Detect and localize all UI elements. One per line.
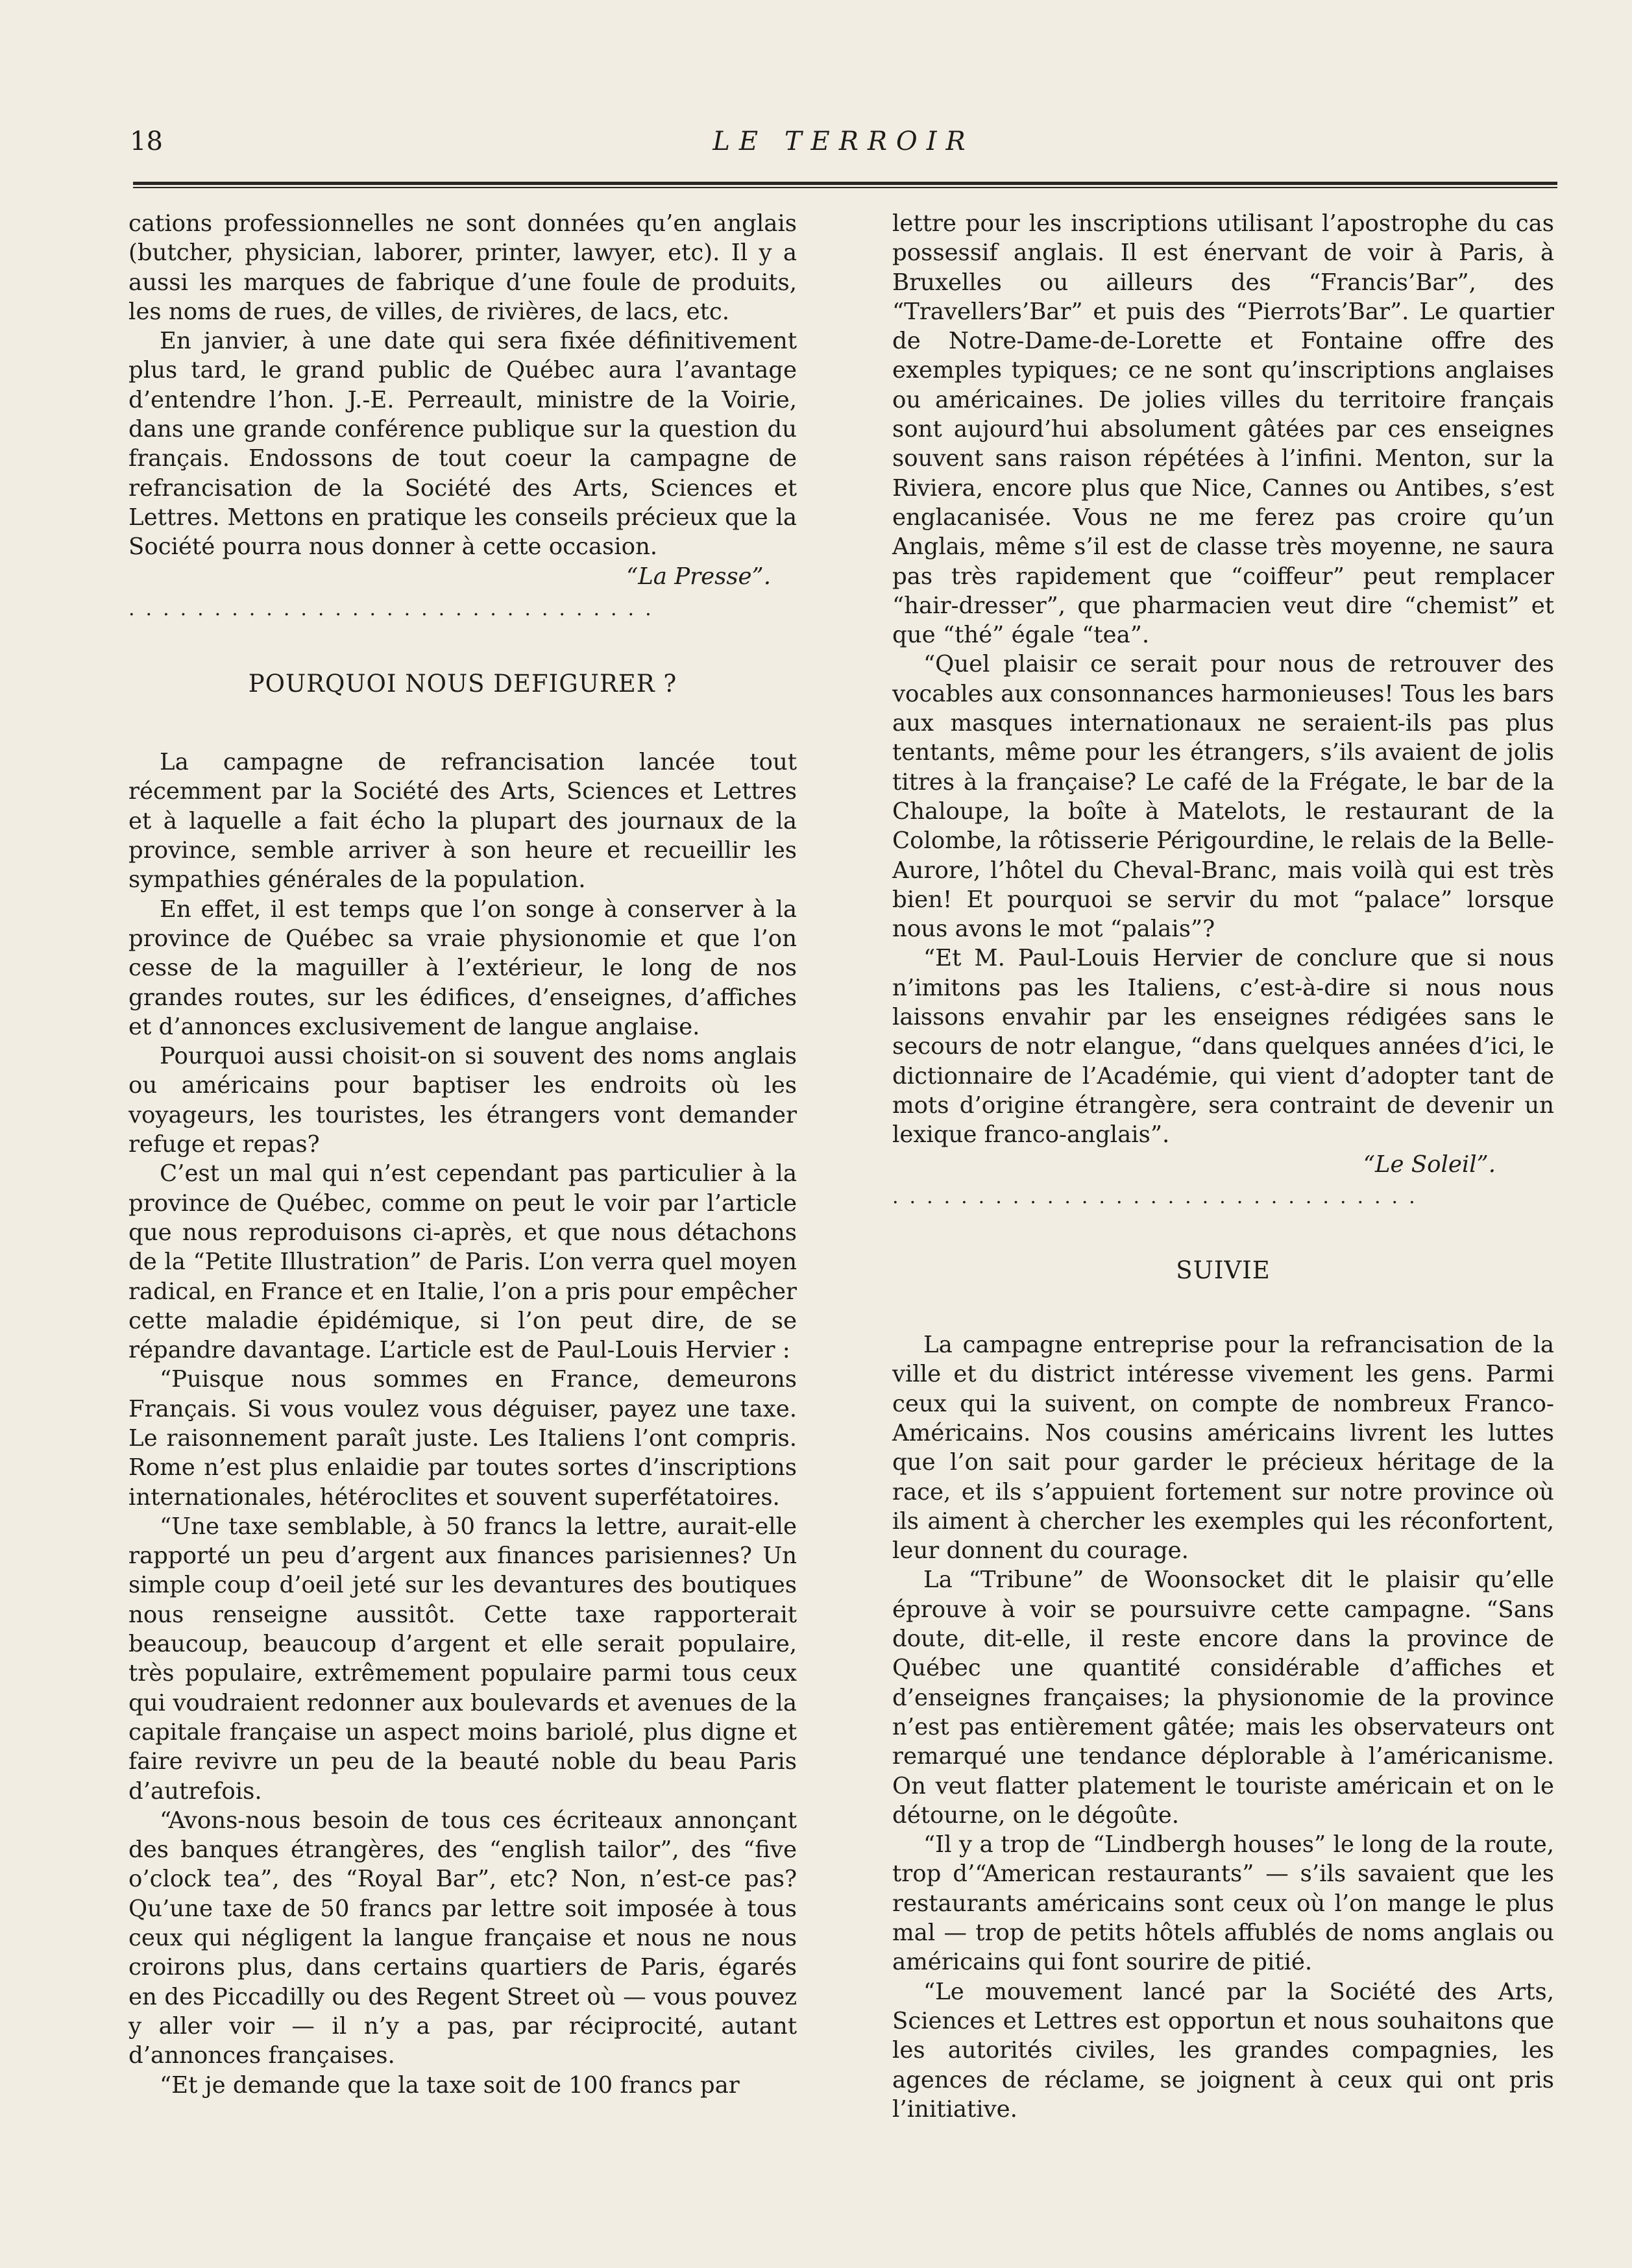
paragraph: “Quel plaisir ce serait pour nous de retrouver des vocables aux consonnances harmonieuses! Tous les bars aux masques internationaux ne seraient-ils pas plus tentants, même pour les étrangers, s’ils avaient de jolis titres à la française? Le café de la Frégate, le bar de la Chaloupe, la boîte à Matelots, le restaurant de la Colombe, la rôtisserie Périgourdine, le relais de la Belle-Aurore, l’hôtel du Cheval-Branc, mais voilà qui est très bien! Et pourquoi se servir du mot “palace” lorsque nous avons le mot “palais”? [892,651,1554,943]
paragraph: “Puisque nous sommes en France, demeurons Français. Si vous voulez vous déguiser, payez une taxe. Le raisonnement paraît juste. Les Italiens l’ont compris. Rome n’est plus enlaidie par toutes sortes d’inscriptions internationales, hétéroclites et souvent superfétatoires. [128,1366,797,1511]
section-title: POURQUOI NOUS DEFIGURER ? [248,669,677,698]
paragraph: lettre pour les inscriptions utilisant l’apostrophe du cas possessif anglais. Il est énervant de voir à Paris, à Bruxelles ou ailleurs des “Francis’Bar”, des “Travellers’Bar” et puis des “Pierrots’Bar”. Le quartier de Notre-Dame-de-Lorette et Fontaine offre des exemples typiques; ce ne sont qu’inscriptions anglaises ou américaines. De jolies villes du territoire français sont aujourd’hui absolument gâtées par ces enseignes souvent sans raison répétées à l’infini. Menton, sur la Riviera, encore plus que Nice, Cannes ou Antibes, s’est englacanisée. Vous ne me ferez pas croire qu’un Anglais, même s’il est de classe très moyenne, ne saura pas très rapidement que “coiffeur” peut remplacer “hair-dresser”, que pharmacien veut dire “chemist” et que “thé” égale “tea”. [892,210,1554,649]
paragraph: La campagne entreprise pour la refrancisation de la ville et du district intéresse vivement les gens. Parmi ceux qui la suivent, on compte de nombreux Franco-Américains. Nos cousins américains livrent les luttes que l’on sait pour garder le précieux héritage de la race, et ils s’appuient fortement sur notre province où ils aiment à chercher les exemples qui les réconfortent, leur donnent du courage. [892,1332,1554,1565]
source-signature: “Le Soleil”. [1363,1151,1496,1178]
running-title: LE TERROIR [712,127,975,156]
paragraph: “Une taxe semblable, à 50 francs la lettre, aurait-elle rapporté un peu d’argent aux finances parisiennes? Un simple coup d’oeil jeté sur les devantures des boutiques nous renseigne aussitôt. Cette taxe rapporterait beaucoup, beaucoup d’argent et elle serait populaire, très populaire, extrêmement populaire parmi tous ceux qui voudraient redonner aux boulevards et avenues de la capitale française un aspect moins bariolé, plus digne et faire revivre un peu de la beauté noble du beau Paris d’autrefois. [128,1513,797,1805]
section-title: SUIVIE [1176,1256,1271,1284]
paragraph: “Le mouvement lancé par la Société des Arts, Sciences et Lettres est opportun et nous souhaitons que les autorités civiles, les grandes compagnies, les agences de réclame, se joignent à ceux qui ont pris l’initiative. [892,1978,1554,2123]
paragraph: “Avons-nous besoin de tous ces écriteaux annonçant des banques étrangères, des “english tailor”, des “five o’clock tea”, des “Royal Bar”, etc? Non, n’est-ce pas? Qu’une taxe de 50 francs par lettre soit imposée à tous ceux qui négligent la langue française et nous ne nous croirons plus, dans certains quartiers de Paris, égarés en des Piccadilly ou des Regent Street où — vous pouvez y aller voir — il n’y a pas, par réciprocité, autant d’annonces françaises. [128,1807,797,2069]
paragraph: En effet, il est temps que l’on songe à conserver à la province de Québec sa vraie physionomie et que l’on cesse de la maguiller à l’extérieur, le long de nos grandes routes, sur les édifices, d’enseignes, d’affiches et d’annonces exclusivement de langue anglaise. [128,896,797,1040]
paragraph: En janvier, à une date qui sera fixée définitivement plus tard, le grand public de Québec aura l’avantage d’entendre l’hon. J.-E. Perreault, ministre de la Voirie, dans une grande conférence publique sur la question du français. Endossons de tout coeur la campagne de refrancisation de la Société des Arts, Sciences et Lettres. Mettons en pratique les conseils précieux que la Société pourra nous donner à cette occasion. [128,328,797,561]
paragraph: “Et M. Paul-Louis Hervier de conclure que si nous n’imitons pas les Italiens, c’est-à-dire si nous nous laissons envahir par les enseignes rédigées sans le secours de notr elangue, “dans quelques années d’ici, le dictionnaire de l’Académie, qui vient d’adopter tant de mots d’origine étrangère, sera contraint de devenir un lexique franco-anglais”. [892,945,1554,1149]
source-signature: “La Presse”. [626,563,771,590]
paragraph: La “Tribune” de Woonsocket dit le plaisir qu’elle éprouve à voir se poursuivre cette campagne. “Sans doute, dit-elle, il reste encore dans la province de Québec une quantité considérable d’affiches et d’enseignes françaises; la physionomie de la province n’est pas entièrement gâtée; mais les observateurs ont remarqué une tendance déplorable à l’américanisme. On veut flatter platement le touriste américain et on le détourne, on le dégoûte. [892,1567,1554,1829]
right-column [892,209,1554,2124]
page-number: 18 [130,127,163,156]
paragraph: “Il y a trop de “Lindbergh houses” le long de la route, trop d’“American restaurants” — s’ils savaient que les restaurants américains sont ceux où l’on mange le plus mal — trop de petits hôtels affublés de noms anglais ou américains qui font sourire de pitié. [892,1831,1554,1976]
paragraph: “Et je demande que la taxe soit de 100 francs par [160,2071,740,2099]
paragraph: C’est un mal qui n’est cependant pas particulier à la province de Québec, comme on peut le voir par l’article que nous reproduisons ci-après, et que nous détachons de la “Petite Illustration” de Paris. L’on verra quel moyen radical, en France et en Italie, l’on a pris pour empêcher cette maladie épidémique, si l’on peut dire, de se répandre davantage. L’article est de Paul-Louis Hervier : [128,1160,797,1364]
left-column [128,209,797,2100]
paragraph: La campagne de refrancisation lancée tout récemment par la Société des Arts, Sciences et Lettres et à laquelle a fait écho la plupart des journaux de la province, semble arriver à son heure et recueillir les sympathies générales de la population. [128,749,797,894]
dotted-separator: ............................... [892,1185,1426,1208]
paragraph: cations professionnelles ne sont données qu’en anglais (butcher, physician, laborer, printer, lawyer, etc). Il y a aussi les marques de fabrique d’une foule de produits, les noms de rues, de villes, de rivières, de lacs, etc. [128,210,797,325]
page-header [130,127,1557,165]
header-rule [133,182,1557,188]
paragraph: Pourquoi aussi choisit-on si souvent des noms anglais ou américains pour baptiser les endroits où les voyageurs, les touristes, les étrangers vont demander refuge et repas? [128,1043,797,1158]
dotted-separator: ............................... [128,597,663,620]
